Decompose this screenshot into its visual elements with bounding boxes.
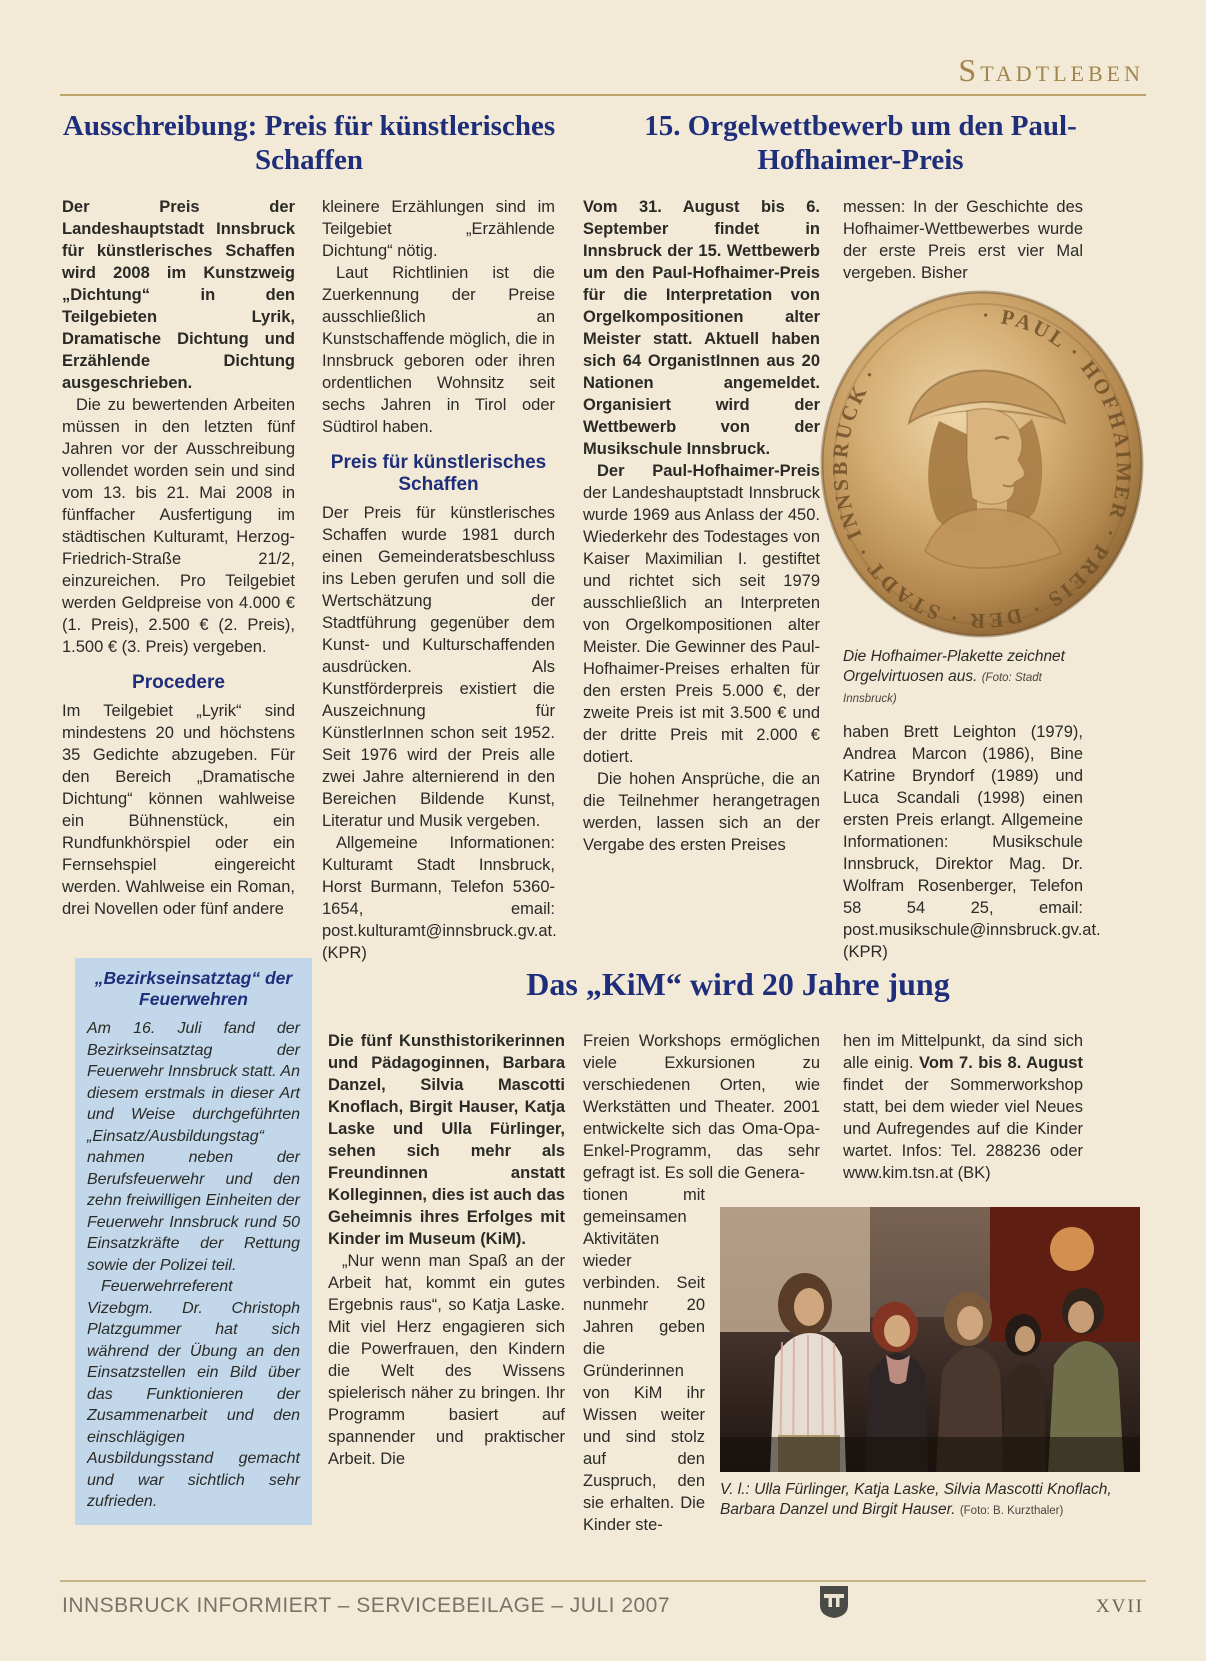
body-paragraph: messen: In der Geschichte des Hofhaimer-Wettbewerbes wurde der erste Preis erst vier Mal vergeben. Bisher bbox=[843, 198, 1083, 282]
medal-image bbox=[817, 289, 1147, 639]
lead-paragraph: Der Preis der Landeshauptstadt Innsbruck für künstlerisches Schaffen wird 2008 im Kunstzweig „Dichtung“ in den Teilgebieten Lyrik, Dramatische Dichtung und Erzählende Dichtung ausgeschrieben. bbox=[62, 198, 295, 392]
body-paragraph: haben Brett Leighton (1979), Andrea Marcon (1986), Bine Katrine Bryndorf (1989) und Luca Scandali (1998) einen ersten Preis erlangt. Allgemeine Informationen: Musikschule Innsbruck, Direktor Mag. Dr. Wolfram Rosenberger, Telefon 58 54 25, email: post.musikschule@innsbruck.gv.at. (KPR) bbox=[843, 723, 1101, 961]
body-paragraph: Allgemeine Informationen: Kulturamt Stadt Innsbruck, Horst Burmann, Telefon 5360-1654, email: post.kulturamt@innsbruck.gv.at. (KPR) bbox=[322, 833, 557, 962]
body-paragraph bbox=[583, 460, 820, 768]
body-paragraph: Die hohen Ansprüche, die an die Teilnehmer herangetragen werden, lassen sich an der Vergabe des ersten Preises bbox=[583, 770, 820, 854]
subhead-procedere: Procedere bbox=[132, 672, 225, 693]
headline-orgelwettbewerb: 15. Orgelwettbewerb um den Paul-Hofhaimer-Preis bbox=[644, 110, 1077, 176]
headline-kim: Das „KiM“ wird 20 Jahre jung bbox=[526, 966, 950, 1002]
headline-ausschreibung: Ausschreibung: Preis für künstlerisches Schaffen bbox=[62, 110, 556, 176]
page-number: XVII bbox=[1095, 1596, 1144, 1617]
orgel-column-2 bbox=[827, 196, 1137, 963]
medal-inscription: · PAUL · HOFHAIMER · PREIS · DER · STADT · INNSBRUCK · bbox=[827, 302, 1137, 634]
body-paragraph: „Nur wenn man Spaß an der Arbeit hat, kommt ein gutes Ergebnis raus“, so Katja Laske. Mit viel Herz engagieren sich die Powerfrauen, den Kindern die Welt des Wissens spielerisch näher zu bringen. Ihr Programm basiert auf spannender und praktischer Arbeit. Die bbox=[328, 1252, 565, 1468]
body-paragraph: tionen mit gemeinsamen Aktivitäten wieder verbinden. Seit nunmehr 20 Jahren geben die Gründerinnen von KiM ihr Wissen weiter und sind stolz auf den Zuspruch, den sie erhalten. Die Kinder ste- bbox=[583, 1186, 705, 1534]
section-label: Stadtleben bbox=[958, 52, 1144, 88]
body-paragraph: Laut Richtlinien ist die Zuerkennung der Preise ausschließlich an Kunstschaffende möglich, die in Innsbruck geboren oder ihren ordentlichen Wohnsitz seit sechs Jahren in Tirol oder Südtirol haben. bbox=[322, 264, 555, 436]
body-paragraph: Freien Workshops ermöglichen viele Exkursionen zu verschiedenen Orten, wie Werkstätten und Theater. 2001 entwickelte sich das Oma-Opa-Enkel-Programm, das sehr gefragt ist. Es soll die Genera- bbox=[583, 1032, 820, 1182]
orgel-column-1 bbox=[583, 196, 820, 856]
wrapped-text-beside-photo bbox=[583, 1184, 705, 1536]
body-paragraph: Am 16. Juli fand der Bezirkseinsatztag der Feuerwehr Innsbruck statt. An diesem erstmals in dieser Art und Weise durchgeführten „Einsatz/Ausbildungstag“ nahmen neben der Berufsfeuerwehr und den zehn freiwilligen Einheiten der Feuerwehr Innsbruck rund 50 Einsatzkräfte der Rettung sowie der Polizei teil. bbox=[87, 1020, 300, 1274]
body-paragraph: Die zu bewertenden Arbeiten müssen in den letzten fünf Jahren vor der Ausschreibung vollendet worden sein und sind vom 13. bis 21. Mai 2008 in fünffacher Ausfertigung im städtischen Kulturamt, Herzog-Friedrich-Straße 21/2, einzureichen. Pro Teilgebiet werden Geldpreise von 4.000 € (1. Preis), 2.500 € (2. Preis), 1.500 € (3. Preis) vergeben. bbox=[62, 396, 295, 656]
footer-rule bbox=[60, 1580, 1146, 1582]
footer-publication-line: INNSBRUCK INFORMIERT – SERVICEBEILAGE – JULI 2007 bbox=[62, 1594, 671, 1617]
body-paragraph: Der Preis für künstlerisches Schaffen wurde 1981 durch einen Gemeinderatsbeschluss ins Leben gerufen und soll die Wertschätzung der Stadtführung gegenüber dem Kunst- und Kulturschaffenden ausdrücken. Als Kunstförderpreis existiert die Auszeichnung für KünstlerInnen schon seit 1952. Seit 1976 wird der Preis alle zwei Jahre alternierend in den Bereichen Bildende Kunst, Literatur und Musik vergeben. bbox=[322, 503, 555, 830]
kim-photo-caption bbox=[720, 1480, 1140, 1521]
lead-paragraph: Vom 31. August bis 6. September findet in Innsbruck der 15. Wettbewerb um den Paul-Hofhaimer-Preis für die Interpretation von Orgelkompositionen alter Meister statt. Aktuell haben sich 64 OrganistInnen aus 20 Nationen angemeldet. Organisiert wird der Wettbewerb von der Musikschule Innsbruck. bbox=[583, 198, 820, 458]
ausschreibung-column-1 bbox=[62, 196, 295, 920]
bold-run: Vom 7. bis 8. August bbox=[919, 1054, 1083, 1072]
innsbruck-coat-of-arms-logo bbox=[818, 1584, 850, 1620]
ausschreibung-column-2 bbox=[322, 196, 555, 964]
shield-icon bbox=[818, 1584, 850, 1620]
lead-paragraph: Die fünf Kunsthistorikerinnen und Pädagoginnen, Barbara Danzel, Silvia Mascotti Knoflach, Birgit Hauser, Katja Laske und Ulla Fürlinger, sehen sich mehr als Freundinnen anstatt Kolleginnen, dies ist auch das Geheimnis ihres Erfolges mit Kinder im Museum (KiM). bbox=[328, 1032, 565, 1248]
bold-run: Der Paul-Hofhaimer-Preis bbox=[597, 462, 820, 480]
group-photo-image bbox=[720, 1207, 1140, 1472]
medal-caption bbox=[843, 647, 1083, 709]
body-paragraph: Im Teilgebiet „Lyrik“ sind mindestens 20 und höchstens 35 Gedichte abzugeben. Für den Bereich „Dramatische Dichtung“ können wahlweise ein Bühnenstück, ein Rundfunkhörspiel oder ein Fernsehspiel eingereicht werden. Wahlweise ein Roman, drei Novellen oder fünf andere bbox=[62, 701, 295, 918]
photo-credit: (Foto: B. Kurzthaler) bbox=[959, 1505, 1064, 1517]
text-run: hen im Mittelpunkt, da sind sich alle einig. bbox=[843, 1032, 1083, 1072]
hofhaimer-portrait bbox=[909, 370, 1065, 568]
subhead-preis-schaffen: Preis für künstlerisches Schaffen bbox=[330, 452, 547, 495]
feuerwehr-box-headline: „Bezirkseinsatztag“ der Feuerwehren bbox=[94, 968, 293, 1009]
hofhaimer-medal-illustration bbox=[817, 289, 1147, 639]
text-run: der Landeshauptstadt Innsbruck wurde 1969 aus Anlass der 450. Wiederkehr des Todestages von Kaiser Maximilian I. gestiftet und richtet sich seit 1979 ausschließlich an Interpreten von Orgelkompositionen alter Meister. Die Gewinner des Paul-Hofhaimer-Preises erhalten für den ersten Preis 5.000 €, der zweite Preis ist mit 3.500 € und der dritte Preis mit 2.000 € dotiert. bbox=[583, 484, 820, 766]
caption-text: Die Hofhaimer-Plakette zeichnet Orgelvirtuosen aus. bbox=[843, 648, 1065, 685]
body-paragraph bbox=[843, 1030, 1083, 1184]
kim-group-photo bbox=[720, 1207, 1140, 1472]
text-run: findet der Sommerworkshop statt, bei dem wieder viel Neues und Aufregendes auf die Kinder wartet. Infos: Tel. 288236 oder www.kim.tsn.at (BK) bbox=[843, 1076, 1083, 1182]
feuerwehr-info-box bbox=[75, 958, 312, 1525]
caption-text: V. l.: Ulla Fürlinger, Katja Laske, Silvia Mascotti Knoflach, Barbara Danzel und Birgit Hauser. bbox=[720, 1481, 1112, 1518]
body-paragraph: kleinere Erzählungen sind im Teilgebiet „Erzählende Dichtung“ nötig. bbox=[322, 198, 555, 260]
kim-column-3 bbox=[843, 1030, 1083, 1184]
kim-column-1 bbox=[328, 1030, 565, 1470]
photo-credit: (Foto: Stadt Innsbruck) bbox=[843, 672, 1042, 705]
masthead-rule bbox=[60, 94, 1146, 96]
body-paragraph: Feuerwehrreferent Vizebgm. Dr. Christoph Platzgummer hat sich während der Übung an den Einsatzstellen ein Bild über das Funktionieren der Zusammenarbeit und den einschlägigen Ausbildungsstand gemacht und war sichtlich sehr zufrieden. bbox=[87, 1278, 300, 1510]
